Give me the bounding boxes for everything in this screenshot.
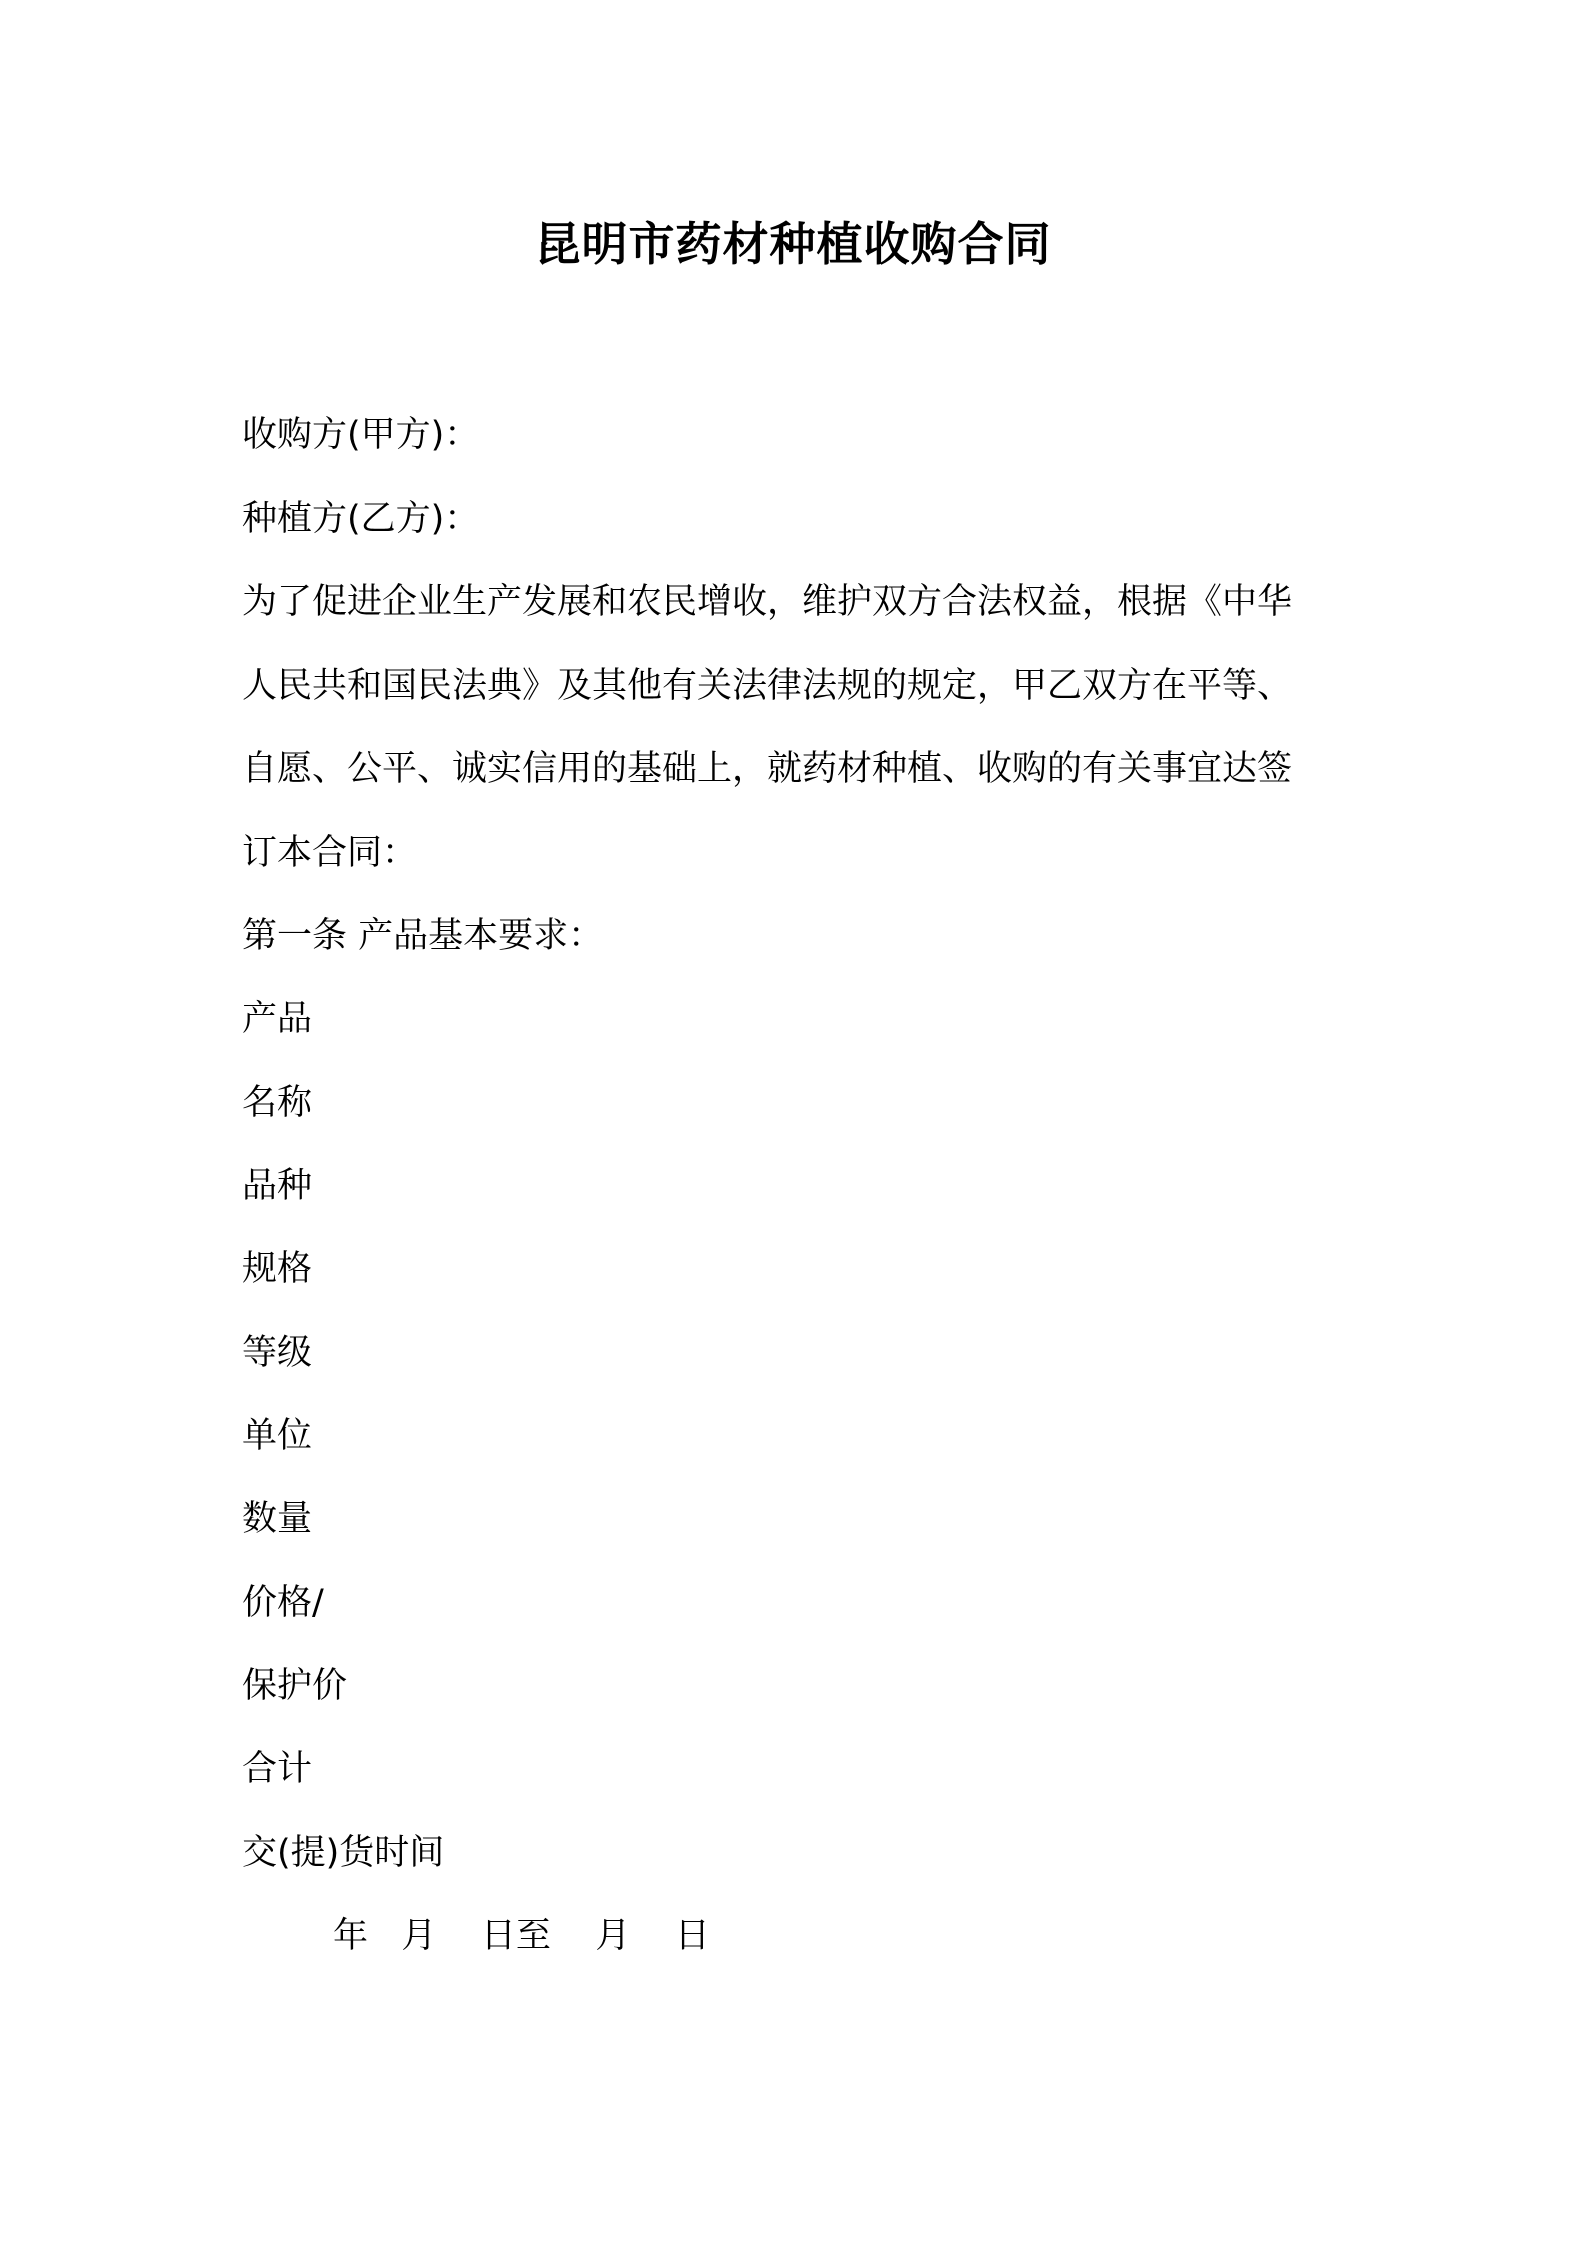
field-label-total: 合计 (242, 1749, 313, 1789)
field-label-grade: 等级 (242, 1333, 313, 1373)
field-label-unit: 单位 (242, 1416, 313, 1456)
field-label-protective-price: 保护价 (242, 1666, 348, 1706)
preamble-line: 订本合同： (242, 833, 418, 873)
field-label-quantity: 数量 (242, 1499, 313, 1539)
field-label-name: 名称 (242, 1083, 313, 1123)
delivery-date-range: 年 月 日至 月 日 (333, 1916, 710, 1956)
document-title: 昆明市药材种植收购合同 (534, 217, 1052, 271)
buyer-party-label: 收购方(甲方)： (242, 415, 480, 455)
article-1-heading: 第一条 产品基本要求： (242, 916, 604, 956)
field-label-product: 产品 (242, 999, 313, 1039)
field-label-specification: 规格 (242, 1249, 313, 1289)
preamble-line: 人民共和国民法典》及其他有关法律法规的规定，甲乙双方在平等、 (242, 666, 1293, 706)
field-label-variety: 品种 (242, 1166, 313, 1206)
preamble-line: 为了促进企业生产发展和农民增收，维护双方合法权益，根据《中华 (242, 582, 1293, 622)
preamble-line: 自愿、公平、诚实信用的基础上，就药材种植、收购的有关事宜达签 (242, 749, 1293, 789)
grower-party-label: 种植方(乙方)： (242, 499, 480, 539)
field-label-price: 价格/ (242, 1583, 324, 1623)
field-label-delivery-time: 交(提)货时间 (242, 1833, 445, 1873)
